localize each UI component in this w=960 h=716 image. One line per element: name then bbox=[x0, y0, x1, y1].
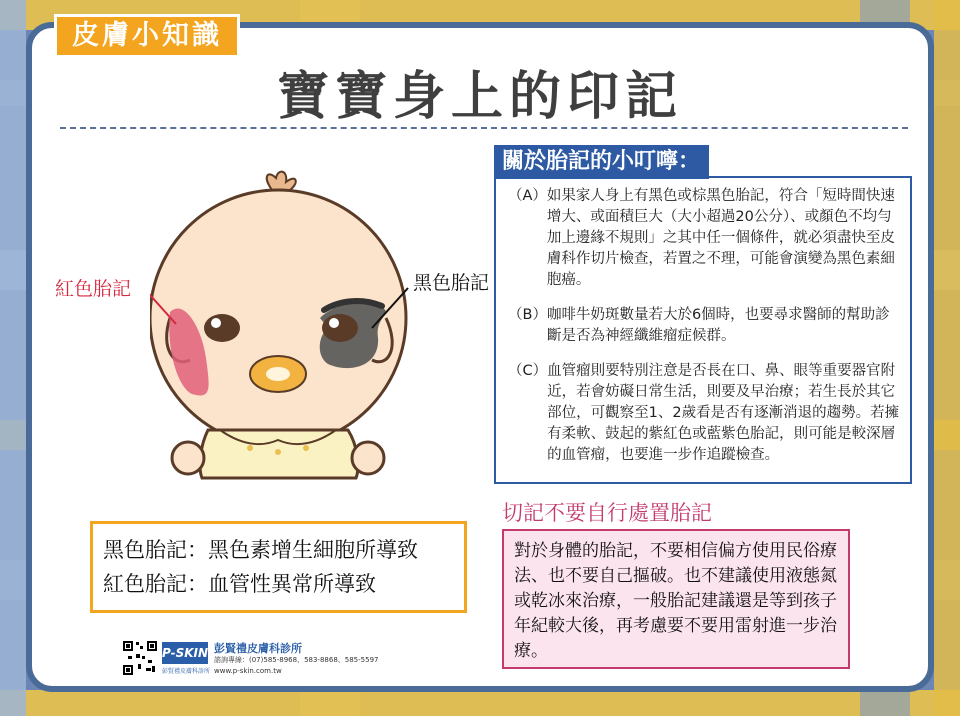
cause-red: 紅色胎記：血管性異常所導致 bbox=[103, 572, 376, 596]
tip-label: （C） bbox=[508, 363, 548, 379]
tips-heading: 關於胎記的小叮嚀： bbox=[494, 145, 709, 179]
tip-text: 血管瘤則要特別注意是否長在口、鼻、眼等重要器官附近，若會妨礙日常生活，則要及早治療；若生長於其它部位，可觀察至1、2歲看是否有逐漸消退的趨勢。若擁有柔軟、鼓起的紫紅色或藍紫色胎記，則可能是較深層的血管瘤，也要進一步作追蹤檢查。 bbox=[547, 363, 900, 463]
title-divider bbox=[60, 127, 908, 129]
tips-box bbox=[494, 176, 912, 484]
warning-heading: 切記不要自行處置胎記 bbox=[502, 501, 712, 525]
tip-text: 如果家人身上有黑色或棕黑色胎記，符合「短時間快速增大、或面積巨大（大小超過20公分）、或顏色不均勻加上邊緣不規則」之其中任一個條件，就必須盡快至皮膚科作切片檢查，若置之不理，可能會演變為黑色素細胞癌。 bbox=[546, 188, 895, 288]
qr-code-icon bbox=[122, 640, 158, 676]
clinic-website: www.p-skin.com.tw bbox=[214, 667, 282, 675]
clinic-name-small: 彭賢禮皮膚科診所 bbox=[162, 668, 211, 675]
tip-label: （A） bbox=[508, 188, 547, 204]
tip-item-a bbox=[508, 186, 902, 291]
tip-text: 咖啡牛奶斑數量若大於6個時，也要尋求醫師的幫助診斷是否為神經纖維瘤症候群。 bbox=[546, 307, 890, 344]
category-tag: 皮膚小知識 bbox=[54, 14, 240, 58]
baby-illustration bbox=[150, 168, 440, 488]
clinic-logo: P-SKIN bbox=[162, 642, 208, 664]
red-birthmark-label: 紅色胎記 bbox=[55, 278, 132, 300]
causes-box bbox=[90, 521, 467, 613]
tip-label: （B） bbox=[508, 307, 547, 323]
black-birthmark-label: 黑色胎記 bbox=[413, 272, 490, 294]
page-title: 寶寶身上的印記 bbox=[276, 67, 683, 127]
clinic-footer bbox=[122, 640, 412, 682]
tip-item-c bbox=[508, 361, 902, 466]
tip-item-b bbox=[508, 305, 902, 347]
warning-box: 對於身體的胎記，不要相信偏方使用民俗療法、也不要自己摳破。也不建議使用液態氮或乾冰來治療，一般胎記建議還是等到孩子年紀較大後，再考慮要不要用雷射進一步治療。 bbox=[502, 529, 850, 669]
cause-black: 黑色胎記：黑色素增生細胞所導致 bbox=[103, 538, 418, 562]
clinic-contact: 諮詢專線：(07)585-8968、583-8868、585-5597 bbox=[214, 656, 379, 664]
clinic-name: 彭賢禮皮膚科診所 bbox=[214, 642, 302, 655]
